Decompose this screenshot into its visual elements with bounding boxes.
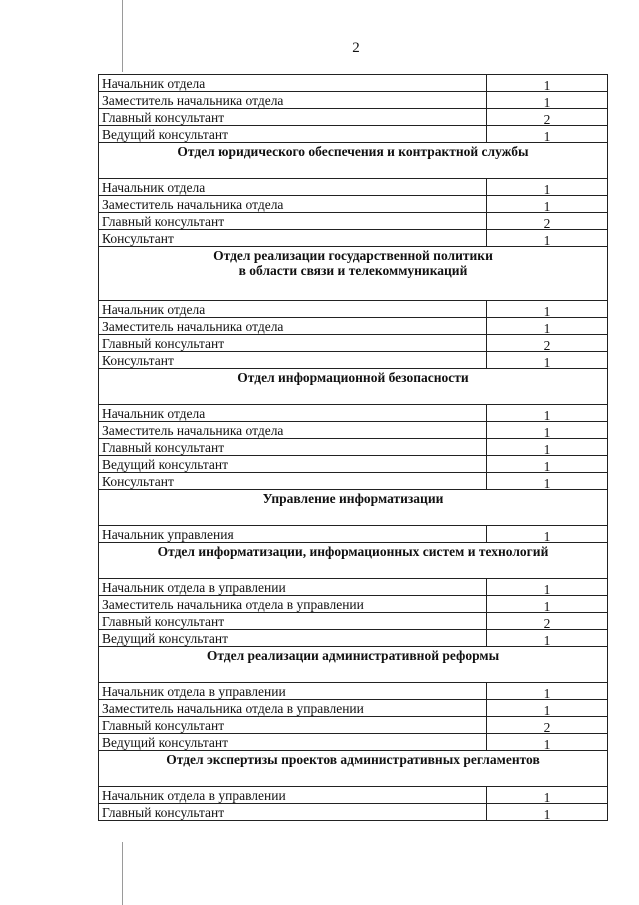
- position-cell: Главный консультант: [99, 439, 487, 456]
- position-cell: Начальник отдела в управлении: [99, 787, 487, 804]
- count-cell: 1: [487, 439, 608, 456]
- position-cell: Заместитель начальника отдела: [99, 196, 487, 213]
- count-cell: 1: [487, 352, 608, 369]
- count-cell: 1: [487, 230, 608, 247]
- table-row: [99, 179, 608, 196]
- position-cell: Главный консультант: [99, 613, 487, 630]
- position-cell: Заместитель начальника отдела в управлении: [99, 596, 487, 613]
- count-cell: 1: [487, 596, 608, 613]
- position-cell: Ведущий консультант: [99, 630, 487, 647]
- position-cell: Начальник отдела в управлении: [99, 579, 487, 596]
- count-cell: 1: [487, 456, 608, 473]
- count-cell: 1: [487, 804, 608, 821]
- position-cell: Ведущий консультант: [99, 456, 487, 473]
- section-header: [99, 647, 608, 683]
- table-row: [99, 613, 608, 630]
- table-row: [99, 473, 608, 490]
- margin-line-bottom: [122, 842, 123, 905]
- position-cell: Консультант: [99, 230, 487, 247]
- count-cell: 1: [487, 405, 608, 422]
- table-row: [99, 318, 608, 335]
- position-cell: Главный консультант: [99, 804, 487, 821]
- table-row: [99, 352, 608, 369]
- section-header: [99, 490, 608, 526]
- section-title: Отдел информационной безопасности: [99, 369, 608, 405]
- position-cell: Заместитель начальника отдела в управлении: [99, 700, 487, 717]
- page-number: 2: [352, 40, 360, 56]
- position-cell: Ведущий консультант: [99, 126, 487, 143]
- section-title: Отдел реализации административной реформы: [99, 647, 608, 683]
- count-cell: 1: [487, 630, 608, 647]
- section-title: Управление информатизации: [99, 490, 608, 526]
- section-title: Отдел юридического обеспечения и контрактной службы: [99, 143, 608, 179]
- count-cell: 1: [487, 422, 608, 439]
- count-cell: 1: [487, 92, 608, 109]
- table-row: [99, 804, 608, 821]
- table-row: [99, 700, 608, 717]
- count-cell: 1: [487, 75, 608, 92]
- table-row: [99, 301, 608, 318]
- position-cell: Консультант: [99, 473, 487, 490]
- position-cell: Главный консультант: [99, 717, 487, 734]
- table-row: [99, 422, 608, 439]
- table-row: [99, 734, 608, 751]
- position-cell: Начальник отдела: [99, 301, 487, 318]
- table-row: [99, 630, 608, 647]
- count-cell: 2: [487, 613, 608, 630]
- table-row: [99, 579, 608, 596]
- position-cell: Начальник отдела: [99, 405, 487, 422]
- count-cell: 2: [487, 213, 608, 230]
- section-header: [99, 543, 608, 579]
- position-cell: Главный консультант: [99, 213, 487, 230]
- section-header: [99, 247, 608, 301]
- position-cell: Консультант: [99, 352, 487, 369]
- section-header: [99, 369, 608, 405]
- table-row: [99, 717, 608, 734]
- count-cell: 1: [487, 126, 608, 143]
- count-cell: 1: [487, 700, 608, 717]
- table-row: [99, 196, 608, 213]
- table-row: [99, 335, 608, 352]
- table-row: [99, 213, 608, 230]
- table-row: [99, 405, 608, 422]
- table-row: [99, 787, 608, 804]
- count-cell: 2: [487, 717, 608, 734]
- table-row: [99, 109, 608, 126]
- count-cell: 1: [487, 318, 608, 335]
- section-title-cell: [99, 247, 608, 301]
- position-cell: Начальник управления: [99, 526, 487, 543]
- position-cell: Заместитель начальника отдела: [99, 92, 487, 109]
- count-cell: 1: [487, 473, 608, 490]
- count-cell: 2: [487, 109, 608, 126]
- position-cell: Заместитель начальника отдела: [99, 422, 487, 439]
- table-row: [99, 92, 608, 109]
- count-cell: 1: [487, 579, 608, 596]
- table-row: [99, 526, 608, 543]
- table-row: [99, 75, 608, 92]
- section-title: Отдел информатизации, информационных систем и технологий: [99, 543, 608, 579]
- table-row: [99, 230, 608, 247]
- margin-line-top: [122, 0, 123, 72]
- count-cell: 2: [487, 335, 608, 352]
- position-cell: Главный консультант: [99, 109, 487, 126]
- position-cell: Ведущий консультант: [99, 734, 487, 751]
- count-cell: 1: [487, 196, 608, 213]
- count-cell: 1: [487, 301, 608, 318]
- table-row: [99, 126, 608, 143]
- count-cell: 1: [487, 683, 608, 700]
- section-title: Отдел экспертизы проектов административных регламентов: [99, 751, 608, 787]
- section-header: [99, 143, 608, 179]
- position-cell: Начальник отдела: [99, 75, 487, 92]
- staff-table: [98, 74, 608, 821]
- table-row: [99, 596, 608, 613]
- count-cell: 1: [487, 179, 608, 196]
- count-cell: 1: [487, 734, 608, 751]
- position-cell: Заместитель начальника отдела: [99, 318, 487, 335]
- section-header: [99, 751, 608, 787]
- section-title: Отдел реализации государственной политики: [213, 248, 493, 263]
- table-row: [99, 683, 608, 700]
- position-cell: Начальник отдела в управлении: [99, 683, 487, 700]
- count-cell: 1: [487, 787, 608, 804]
- count-cell: 1: [487, 526, 608, 543]
- table-row: [99, 439, 608, 456]
- position-cell: Главный консультант: [99, 335, 487, 352]
- table-row: [99, 456, 608, 473]
- position-cell: Начальник отдела: [99, 179, 487, 196]
- section-title-line2: в области связи и телекоммуникаций: [238, 263, 468, 278]
